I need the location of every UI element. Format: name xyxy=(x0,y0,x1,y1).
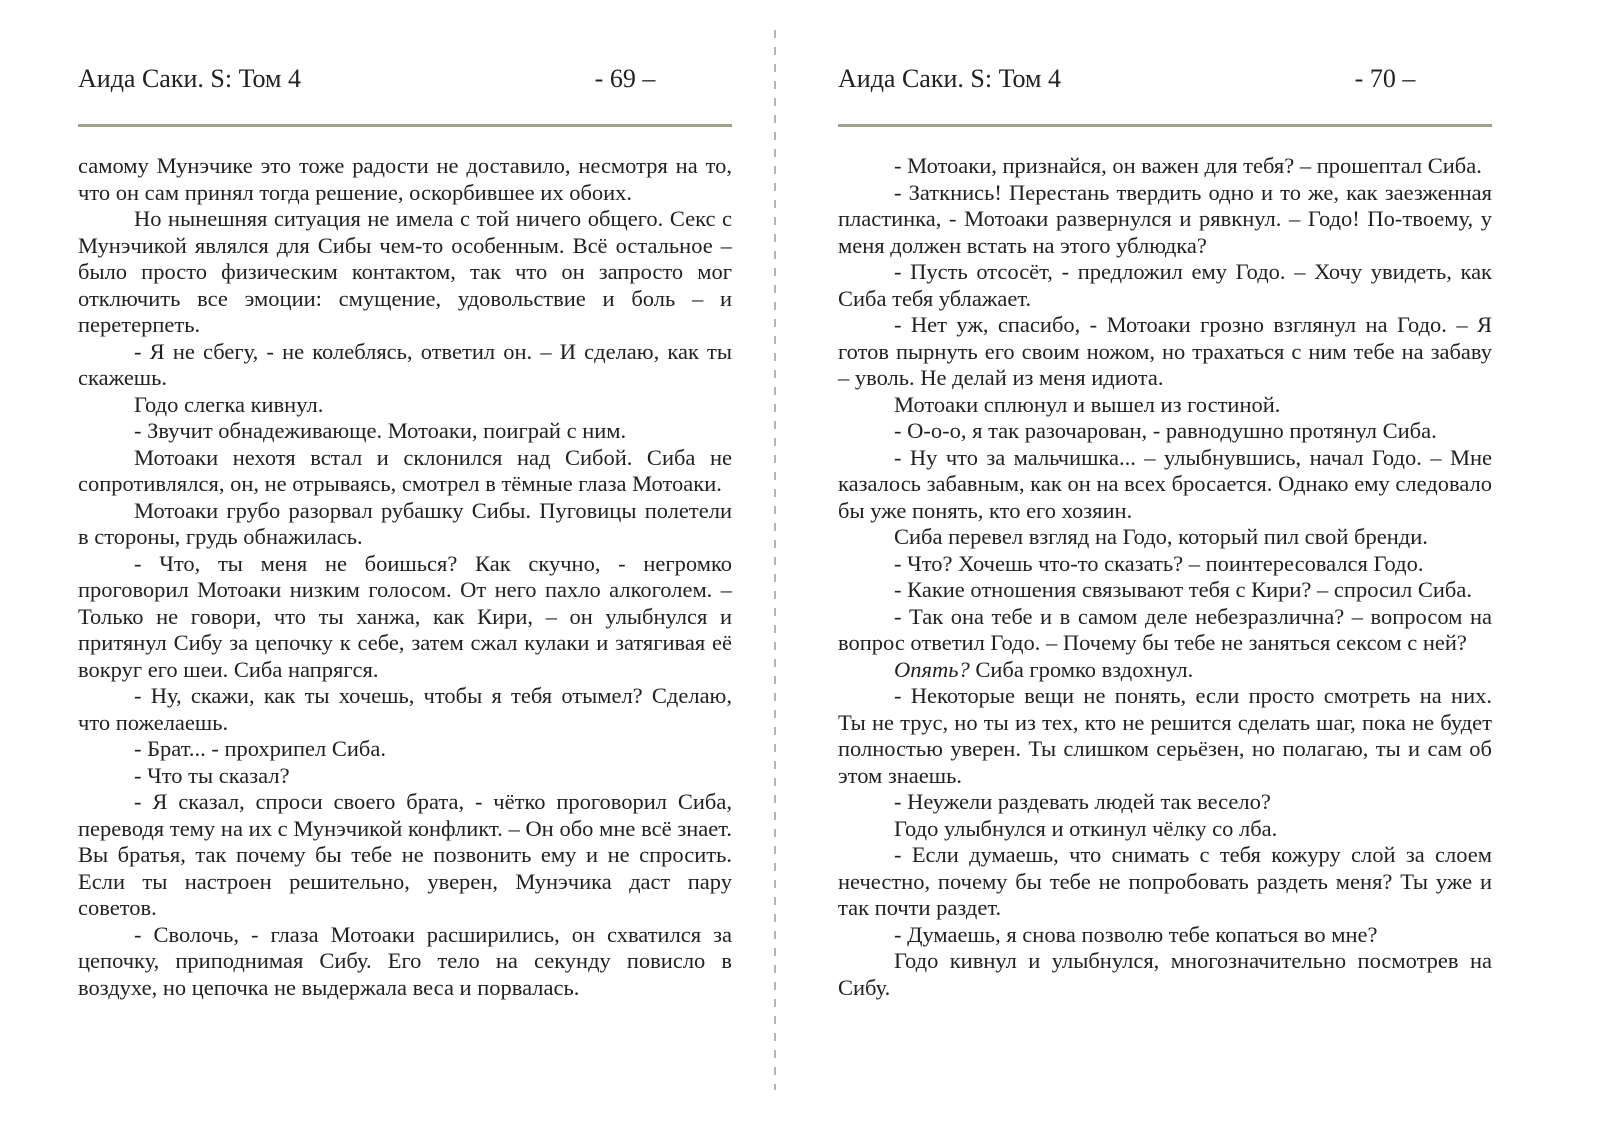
paragraph: - Думаешь, я снова позволю тебе копаться во мне? xyxy=(894,921,1378,947)
page-header xyxy=(78,62,732,96)
paragraph: Годо улыбнулся и откинул чёлку со лба. xyxy=(894,815,1278,841)
paragraph: - Что? Хочешь что-то сказать? – поинтересовался Годо. xyxy=(894,550,1424,576)
paragraph: Мотоаки нехотя встал и склонился над Сибой. Сиба не сопротивлялся, он, не отрываясь, смотрел в тёмные глаза Мотоаки. xyxy=(78,444,732,496)
page-69 xyxy=(78,0,732,1131)
paragraph: - Ну что за мальчишка... – улыбнувшись, начал Годо. – Мне казалось забавным, как он на всех бросается. Однако ему следовало бы уже понять, кто его хозяин. xyxy=(838,444,1492,523)
header-rule xyxy=(838,124,1492,127)
paragraph: Годо кивнул и улыбнулся, многозначительно посмотрев на Сибу. xyxy=(838,948,1492,1000)
paragraph: Но нынешняя ситуация не имела с той ничего общего. Секс с Мунэчикой являлся для Сибы чем-то особенным. Всё остальное – было просто физическим контактом, так что он запросто мог отключить все эмоции: смущение, удовольствие и боль – и перетерпеть. xyxy=(78,206,732,337)
paragraph: - Пусть отсосёт, - предложил ему Годо. – Хочу увидеть, как Сиба тебя ублажает. xyxy=(838,259,1492,311)
paragraph: Годо слегка кивнул. xyxy=(134,391,324,417)
page-divider xyxy=(774,30,776,1090)
page-number: - 69 – xyxy=(594,64,656,93)
paragraph: - Брат... - прохрипел Сиба. xyxy=(134,736,386,761)
paragraph: - Что, ты меня не боишься? Как скучно, - негромко проговорил Мотоаки низким голосом. От него пахло алкоголем. – Только не говори, что ты ханжа, как Кири, – он улыбнулся и притянул Сибу за цепочку к себе, затем сжал кулаки и затягивая её вокруг его шеи. Сиба напрягся. xyxy=(78,550,732,682)
paragraph: Мотоаки сплюнул и вышел из гостиной. xyxy=(894,391,1281,417)
paragraph: - Я не сбегу, - не колеблясь, ответил он. – И сделаю, как ты скажешь. xyxy=(78,338,732,390)
page-header xyxy=(838,62,1492,96)
paragraph: - Я сказал, спроси своего брата, - чётко проговорил Сиба, переводя тему на их с Мунэчикой конфликт. – Он обо мне всё знает. Вы братья, так почему бы тебе не позвонить ему и не спросить. Если ты настроен решительно, уверен, Мунэчика даст пару советов. xyxy=(78,789,732,920)
paragraph: Мотоаки грубо разорвал рубашку Сибы. Пуговицы полетели в стороны, грудь обнажилась. xyxy=(78,497,732,549)
emphasized-text: Опять? xyxy=(894,656,970,682)
paragraph: - Сволочь, - глаза Мотоаки расширились, он схватился за цепочку, приподнимая Сибу. Его тело на секунду повисло в воздухе, но цепочка не выдержала веса и порвалась. xyxy=(78,921,732,1000)
paragraph: - Если думаешь, что снимать с тебя кожуру слой за слоем нечестно, почему бы тебе не попробовать раздеть меня? Ты уже и так почти раздет. xyxy=(838,842,1492,920)
paragraph: - Неужели раздевать людей так весело? xyxy=(894,789,1271,814)
paragraph: - Нет уж, спасибо, - Мотоаки грозно взглянул на Годо. – Я готов пырнуть его своим ножом, но трахаться с ним тебе на забаву – уволь. Не делай из меня идиота. xyxy=(838,312,1492,390)
paragraph: - Ну, скажи, как ты хочешь, чтобы я тебя отымел? Сделаю, что пожелаешь. xyxy=(78,683,732,735)
paragraph: - О-о-о, я так разочарован, - равнодушно протянул Сиба. xyxy=(894,418,1437,443)
page-text xyxy=(78,153,732,1001)
paragraph: - Какие отношения связывают тебя с Кири? – спросил Сиба. xyxy=(894,577,1472,602)
paragraph: Сиба перевел взгляд на Годо, который пил свой бренди. xyxy=(894,524,1428,549)
paragraph: - Так она тебе и в самом деле небезразлична? – вопросом на вопрос ответил Годо. – Почему бы тебе не заняться сексом с ней? xyxy=(838,603,1492,655)
page-number: - 70 – xyxy=(1354,64,1416,93)
page-text xyxy=(838,153,1492,1001)
running-title: Аида Саки. S: Том 4 xyxy=(838,64,1061,93)
paragraph: - Звучит обнадеживающе. Мотоаки, поиграй с ним. xyxy=(134,418,627,443)
paragraph: - Что ты сказал? xyxy=(134,762,290,788)
paragraph: - Некоторые вещи не понять, если просто смотреть на них. Ты не трус, но ты из тех, кто не решится сделать шаг, пока не будет полностью уверен. Ты слишком серьёзен, но полагаю, ты и сам об этом знаешь. xyxy=(838,683,1492,788)
header-rule xyxy=(78,124,732,127)
paragraph: - Заткнись! Перестань твердить одно и то же, как заезженная пластинка, - Мотоаки развернулся и рявкнул. – Годо! По-твоему, у меня должен встать на этого ублюдка? xyxy=(838,179,1492,258)
paragraph: самому Мунэчике это тоже радости не доставило, несмотря на то, что он сам принял тогда решение, оскорбившее их обоих. xyxy=(78,153,732,205)
running-title: Аида Саки. S: Том 4 xyxy=(78,64,301,93)
page-70 xyxy=(838,0,1492,1131)
paragraph: Опять? Сиба громко вздохнул. xyxy=(894,656,1194,682)
paragraph: - Мотоаки, признайся, он важен для тебя? – прошептал Сиба. xyxy=(894,153,1482,178)
